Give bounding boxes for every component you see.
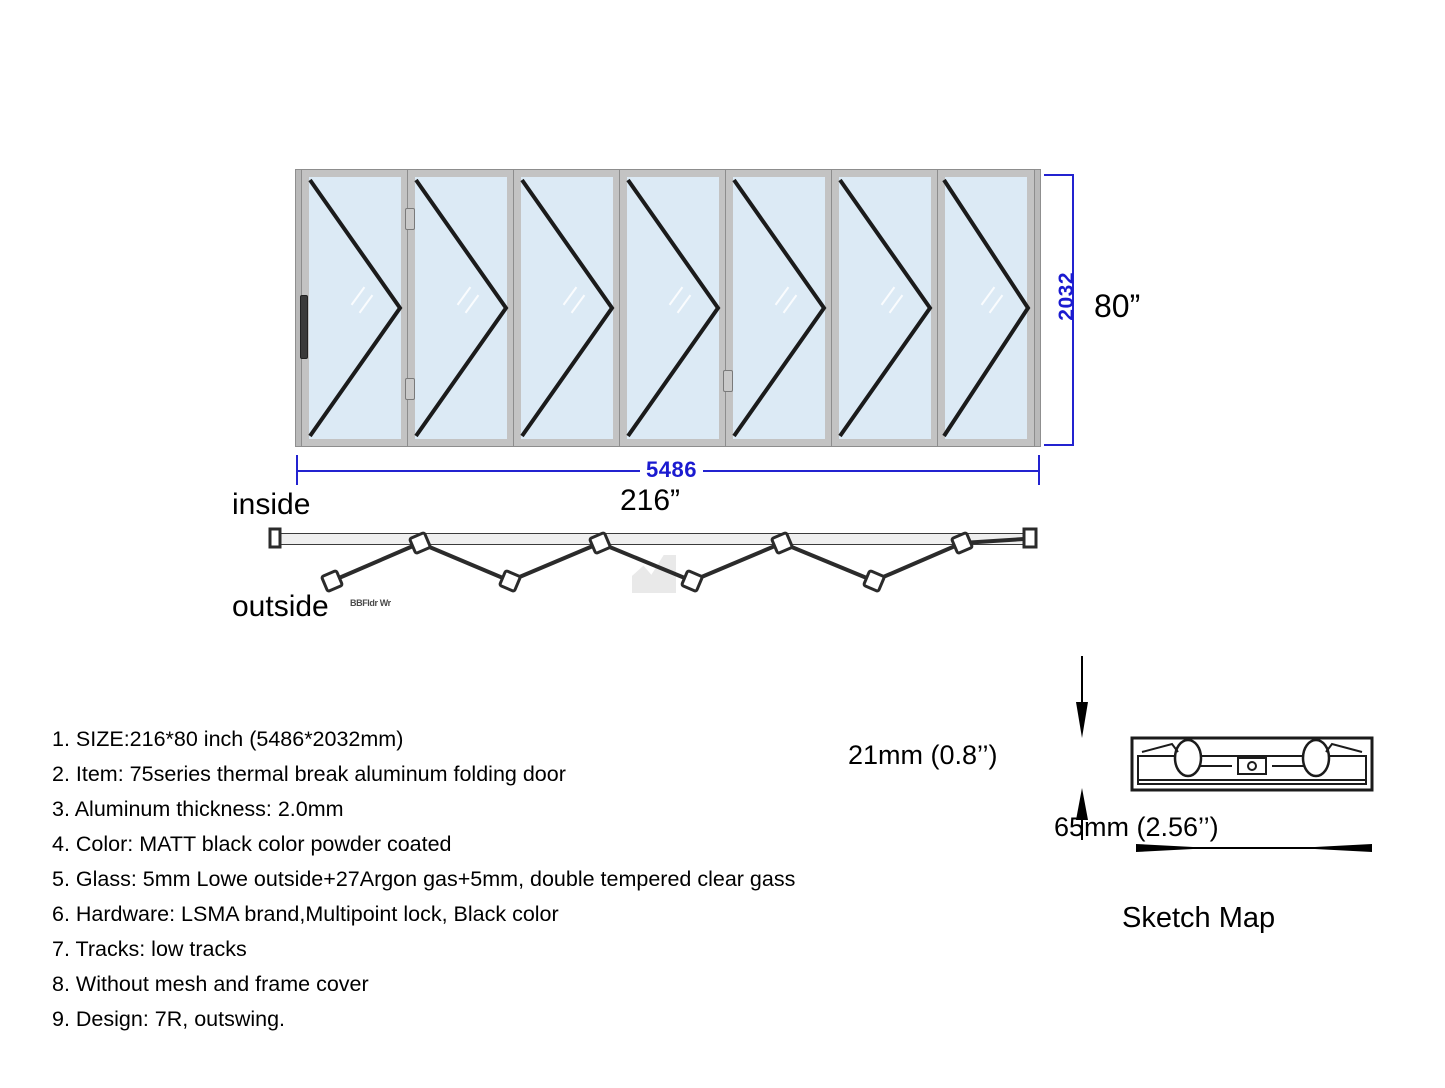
door-elevation-drawing — [296, 170, 1040, 446]
dimension-tick — [1044, 444, 1074, 446]
swing-direction-icon — [408, 170, 514, 446]
swing-direction-icon — [832, 170, 938, 446]
width-dimension-mm: 5486 — [640, 457, 703, 483]
door-panel — [832, 170, 938, 446]
spec-item: 4. Color: MATT black color powder coated — [52, 832, 452, 856]
spec-item: 3. Aluminum thickness: 2.0mm — [52, 797, 344, 821]
outside-label: outside — [232, 590, 329, 623]
door-panel — [620, 170, 726, 446]
spec-item: 9. Design: 7R, outswing. — [52, 1007, 286, 1031]
door-panel — [514, 170, 620, 446]
height-dimension-mm: 2032 — [1055, 272, 1078, 321]
door-panel — [726, 170, 832, 446]
watermark-text: BBFldr Wr — [350, 598, 391, 608]
width-dimension-inch: 216” — [620, 484, 681, 517]
panel-handle — [300, 295, 308, 359]
door-panel — [302, 170, 408, 446]
inside-label: inside — [232, 488, 311, 521]
dimension-tick — [1038, 455, 1040, 485]
spec-item: 2. Item: 75series thermal break aluminum folding door — [52, 762, 566, 786]
swing-direction-icon — [938, 170, 1034, 446]
panel-hinge-icon — [405, 378, 415, 400]
profile-depth-label: 21mm (0.8’’) — [848, 740, 998, 770]
door-panel — [408, 170, 514, 446]
panel-hinge-icon — [405, 208, 415, 230]
swing-direction-icon — [302, 170, 408, 446]
spec-item: 1. SIZE:216*80 inch (5486*2032mm) — [52, 727, 404, 751]
panel-hinge-icon — [723, 370, 733, 392]
door-panel — [938, 170, 1034, 446]
folded-plan-drawing — [262, 515, 1052, 625]
spec-item: 7. Tracks: low tracks — [52, 937, 247, 961]
profile-sketch-map — [848, 640, 1440, 960]
height-dimension-inch: 80” — [1094, 288, 1141, 324]
dimension-tick — [1044, 174, 1074, 176]
sketch-map-title: Sketch Map — [1122, 902, 1276, 934]
specification-list — [52, 722, 922, 1037]
swing-direction-icon — [726, 170, 832, 446]
plan-panels-diagram — [262, 515, 1052, 625]
spec-item: 8. Without mesh and frame cover — [52, 972, 369, 996]
spec-item: 5. Glass: 5mm Lowe outside+27Argon gas+5mm, double tempered clear gass — [52, 867, 796, 891]
swing-direction-icon — [514, 170, 620, 446]
profile-width-label: 65mm (2.56’’) — [1054, 812, 1219, 842]
swing-direction-icon — [620, 170, 726, 446]
dimension-tick — [296, 455, 298, 485]
spec-item: 6. Hardware: LSMA brand,Multipoint lock, Black color — [52, 902, 559, 926]
